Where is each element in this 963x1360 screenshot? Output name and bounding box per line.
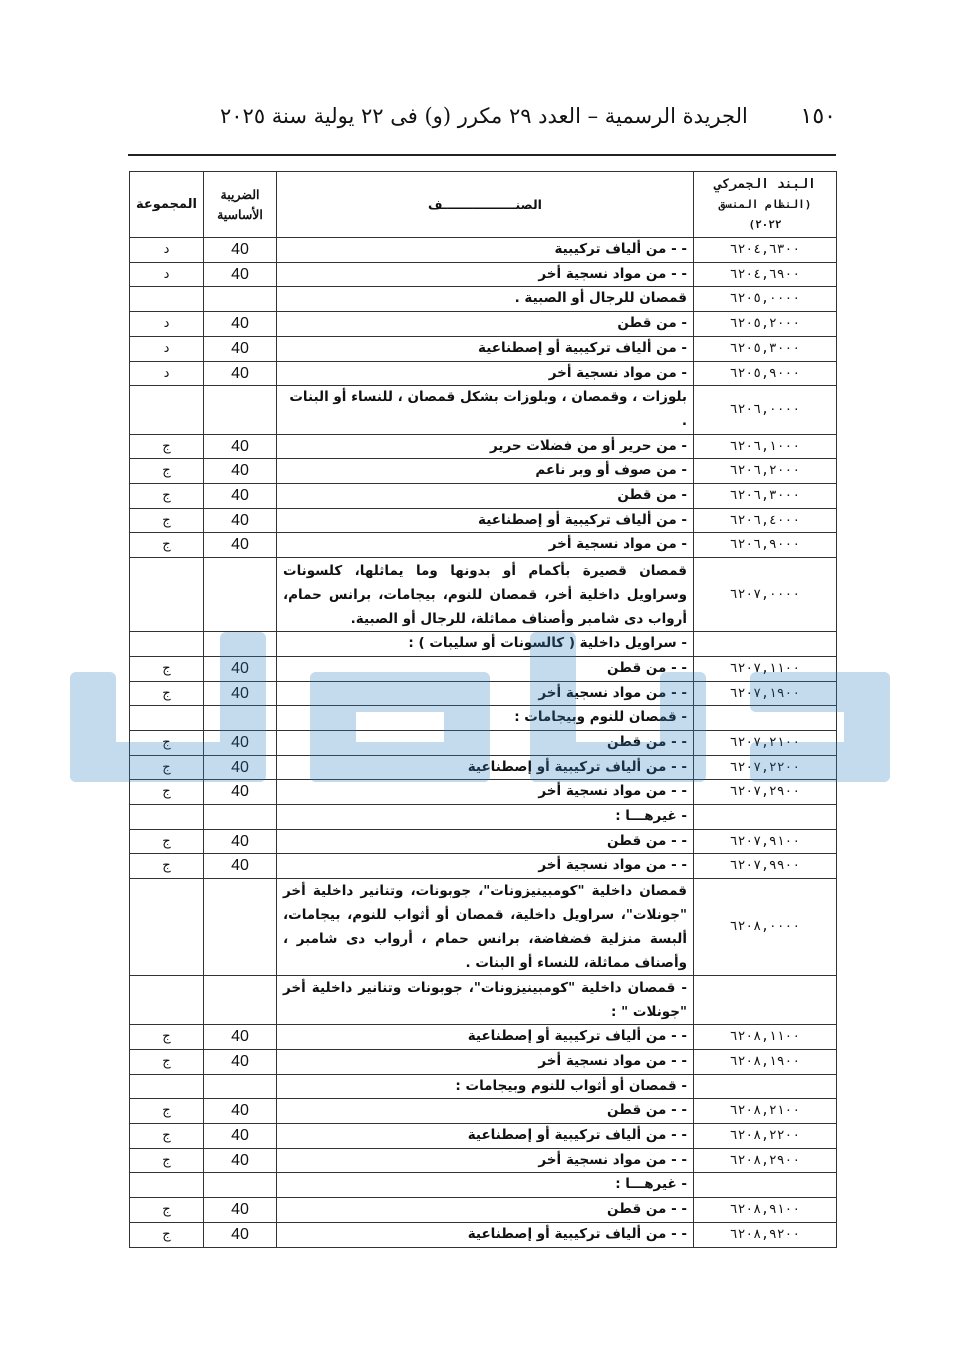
table-row <box>130 854 837 879</box>
duty-group: د <box>130 312 204 337</box>
tariff-code: ٦٢٠٧,٩٩٠٠ <box>694 854 837 879</box>
duty-group: ج <box>130 508 204 533</box>
table-row <box>130 976 837 1025</box>
item-description: قمصان قصيرة بأكمام أو بدونها وما يماثلها، كلسونات وسراويل داخلية أخر، قمصان للنوم، بيجامات، برانس حمام، أرواب دى شامبر وأصناف مماثلة، للرجال أو الصبية. <box>277 558 694 632</box>
header-code <box>694 172 837 238</box>
duty-group: ج <box>130 854 204 879</box>
table-row <box>130 1148 837 1173</box>
tariff-table <box>129 171 837 1248</box>
base-duty <box>204 706 277 731</box>
table-row <box>130 1099 837 1124</box>
table-row <box>130 1074 837 1099</box>
duty-group <box>130 805 204 830</box>
base-duty: 40 <box>204 1049 277 1074</box>
item-description: - قمصان للنوم وبيجامات : <box>277 706 694 731</box>
duty-group: ج <box>130 681 204 706</box>
tariff-code <box>694 805 837 830</box>
duty-group: ج <box>130 1148 204 1173</box>
item-description: - من قطن <box>277 312 694 337</box>
item-description: - - من مواد نسجية أخر <box>277 1148 694 1173</box>
tariff-code: ٦٢٠٨,٩٢٠٠ <box>694 1222 837 1247</box>
tariff-code: ٦٢٠٦,٤٠٠٠ <box>694 508 837 533</box>
base-duty <box>204 632 277 657</box>
item-description: - من صوف أو وبر ناعم <box>277 459 694 484</box>
base-duty: 40 <box>204 238 277 263</box>
tariff-code: ٦٢٠٥,٠٠٠٠ <box>694 287 837 312</box>
base-duty: 40 <box>204 533 277 558</box>
tariff-code: ٦٢٠٦,٩٠٠٠ <box>694 533 837 558</box>
header-rule <box>128 154 836 156</box>
tariff-code: ٦٢٠٧,١١٠٠ <box>694 656 837 681</box>
table-row <box>130 780 837 805</box>
item-description: - - من ألياف تركيبية أو إصطناعية <box>277 1025 694 1050</box>
table-row <box>130 681 837 706</box>
table-row <box>130 1049 837 1074</box>
duty-group <box>130 879 204 976</box>
table-row <box>130 1173 837 1198</box>
tariff-code: ٦٢٠٤,٦٩٠٠ <box>694 262 837 287</box>
duty-group <box>130 632 204 657</box>
item-description: - من حرير أو من فضلات حرير <box>277 434 694 459</box>
table-row <box>130 632 837 657</box>
duty-group: ج <box>130 1049 204 1074</box>
duty-group: ج <box>130 1025 204 1050</box>
tariff-code: ٦٢٠٧,٩١٠٠ <box>694 829 837 854</box>
tariff-code: ٦٢٠٦,١٠٠٠ <box>694 434 837 459</box>
duty-group: ج <box>130 459 204 484</box>
tariff-code <box>694 1074 837 1099</box>
table-row <box>130 287 837 312</box>
base-duty <box>204 1074 277 1099</box>
item-description: - - من ألياف تركيبية أو إصطناعية <box>277 1222 694 1247</box>
item-description: - من قطن <box>277 484 694 509</box>
duty-group: ج <box>130 484 204 509</box>
base-duty: 40 <box>204 1198 277 1223</box>
duty-group: د <box>130 262 204 287</box>
tariff-code: ٦٢٠٦,٠٠٠٠ <box>694 386 837 434</box>
table-row <box>130 312 837 337</box>
duty-group: ج <box>130 755 204 780</box>
duty-group: د <box>130 336 204 361</box>
gazette-title: الجريدة الرسمية – العدد ٢٩ مكرر (و) فى ٢٢ يولية سنة ٢٠٢٥ <box>220 104 748 128</box>
duty-group: ج <box>130 780 204 805</box>
base-duty: 40 <box>204 730 277 755</box>
base-duty <box>204 976 277 1025</box>
duty-group: ج <box>130 1222 204 1247</box>
base-duty: 40 <box>204 434 277 459</box>
item-description: - غيرهـــا : <box>277 805 694 830</box>
item-description: - غيرهـــا : <box>277 1173 694 1198</box>
item-description: - - من قطن <box>277 1198 694 1223</box>
item-description: قمصان للرجال أو الصبية . <box>277 287 694 312</box>
base-duty: 40 <box>204 656 277 681</box>
tariff-code: ٦٢٠٧,٢١٠٠ <box>694 730 837 755</box>
tariff-code <box>694 1173 837 1198</box>
duty-group <box>130 976 204 1025</box>
table-row <box>130 1025 837 1050</box>
table-row <box>130 336 837 361</box>
table-row <box>130 434 837 459</box>
table-body <box>130 238 837 1248</box>
duty-group: ج <box>130 1198 204 1223</box>
duty-group <box>130 558 204 632</box>
tariff-code: ٦٢٠٨,٩١٠٠ <box>694 1198 837 1223</box>
base-duty <box>204 558 277 632</box>
tariff-code: ٦٢٠٨,١١٠٠ <box>694 1025 837 1050</box>
table-row <box>130 1222 837 1247</box>
duty-group: د <box>130 238 204 263</box>
table-row <box>130 805 837 830</box>
tariff-code: ٦٢٠٨,٢٢٠٠ <box>694 1123 837 1148</box>
tariff-code: ٦٢٠٥,٢٠٠٠ <box>694 312 837 337</box>
item-description: - من مواد نسجية أخر <box>277 533 694 558</box>
duty-group: ج <box>130 533 204 558</box>
base-duty: 40 <box>204 1222 277 1247</box>
duty-group: د <box>130 361 204 386</box>
item-description: - قمصان أو أثواب للنوم وبيجامات : <box>277 1074 694 1099</box>
tariff-code: ٦٢٠٥,٩٠٠٠ <box>694 361 837 386</box>
tariff-code <box>694 976 837 1025</box>
table-row <box>130 484 837 509</box>
base-duty <box>204 805 277 830</box>
tariff-code <box>694 706 837 731</box>
duty-group <box>130 386 204 434</box>
base-duty <box>204 386 277 434</box>
table-header-row <box>130 172 837 238</box>
header-duty-line1: الضريبة <box>220 187 260 202</box>
base-duty: 40 <box>204 508 277 533</box>
tariff-code: ٦٢٠٧,٠٠٠٠ <box>694 558 837 632</box>
table-row <box>130 262 837 287</box>
duty-group: ج <box>130 730 204 755</box>
item-description: - - من قطن <box>277 829 694 854</box>
item-description: - - من مواد نسجية أخر <box>277 780 694 805</box>
base-duty: 40 <box>204 1148 277 1173</box>
item-description: - - من قطن <box>277 730 694 755</box>
page-header <box>128 104 836 140</box>
base-duty: 40 <box>204 1025 277 1050</box>
tariff-code: ٦٢٠٨,١٩٠٠ <box>694 1049 837 1074</box>
tariff-code: ٦٢٠٦,٣٠٠٠ <box>694 484 837 509</box>
tariff-code: ٦٢٠٨,٢١٠٠ <box>694 1099 837 1124</box>
header-group: المجموعة <box>130 172 204 238</box>
tariff-code <box>694 632 837 657</box>
item-description: - - من مواد نسجية أخر <box>277 681 694 706</box>
item-description: - - من قطن <box>277 656 694 681</box>
tariff-code: ٦٢٠٨,٠٠٠٠ <box>694 879 837 976</box>
base-duty: 40 <box>204 755 277 780</box>
item-description: - سراويل داخلية ( كالسونات أو سليبات ) : <box>277 632 694 657</box>
duty-group: ج <box>130 829 204 854</box>
base-duty <box>204 1173 277 1198</box>
base-duty: 40 <box>204 1099 277 1124</box>
base-duty: 40 <box>204 262 277 287</box>
table-row <box>130 1123 837 1148</box>
base-duty: 40 <box>204 484 277 509</box>
item-description: - - من مواد نسجية أخر <box>277 854 694 879</box>
base-duty: 40 <box>204 361 277 386</box>
table-row <box>130 829 837 854</box>
table-row <box>130 755 837 780</box>
item-description: - - من قطن <box>277 1099 694 1124</box>
header-code-label: البند الجمركي <box>714 176 816 192</box>
item-description: - من مواد نسجية أخر <box>277 361 694 386</box>
tariff-code: ٦٢٠٧,٢٩٠٠ <box>694 780 837 805</box>
base-duty: 40 <box>204 681 277 706</box>
duty-group <box>130 706 204 731</box>
duty-group: ج <box>130 1123 204 1148</box>
item-description: - - من مواد نسجية أخر <box>277 1049 694 1074</box>
item-description: قمصان داخلية "كومبينيزونات"، جوبونات، وتنانير داخلية أخر "جونلات"، سراويل داخلية، قمصان أو أثواب للنوم، بيجامات، ألبسة منزلية فضفاضة، برانس حمام ، أرواب دى شامبر ، وأصناف مماثلة، للنساء أو البنات . <box>277 879 694 976</box>
table-row <box>130 656 837 681</box>
header-description: الصنـــــــــــــــــف <box>277 172 694 238</box>
item-description: - قمصان داخلية "كومبينيزونات"، جوبونات وتنانير داخلية أخر "جونلات " : <box>277 976 694 1025</box>
base-duty: 40 <box>204 780 277 805</box>
base-duty: 40 <box>204 829 277 854</box>
tariff-code: ٦٢٠٨,٢٩٠٠ <box>694 1148 837 1173</box>
table-row <box>130 730 837 755</box>
duty-group: ج <box>130 434 204 459</box>
base-duty: 40 <box>204 1123 277 1148</box>
item-description: بلوزات ، وقمصان ، وبلوزات بشكل قمصان ، للنساء أو البنات . <box>277 386 694 434</box>
base-duty <box>204 879 277 976</box>
tariff-code: ٦٢٠٥,٣٠٠٠ <box>694 336 837 361</box>
base-duty <box>204 287 277 312</box>
item-description: - - من ألياف تركيبية أو إصطناعية <box>277 1123 694 1148</box>
duty-group <box>130 1173 204 1198</box>
duty-group <box>130 287 204 312</box>
item-description: - من ألياف تركيبية أو إصطناعية <box>277 508 694 533</box>
tariff-code: ٦٢٠٧,٢٢٠٠ <box>694 755 837 780</box>
base-duty: 40 <box>204 459 277 484</box>
table-row <box>130 361 837 386</box>
duty-group: ج <box>130 656 204 681</box>
base-duty: 40 <box>204 336 277 361</box>
duty-group <box>130 1074 204 1099</box>
table-row <box>130 533 837 558</box>
base-duty: 40 <box>204 854 277 879</box>
table-row <box>130 508 837 533</box>
page-number: ١٥٠ <box>800 104 836 129</box>
table-row <box>130 1198 837 1223</box>
table-row <box>130 558 837 632</box>
table-row <box>130 238 837 263</box>
table-row <box>130 459 837 484</box>
item-description: - - من مواد نسجية أخر <box>277 262 694 287</box>
duty-group: ج <box>130 1099 204 1124</box>
header-duty <box>204 172 277 238</box>
table-row <box>130 706 837 731</box>
tariff-code: ٦٢٠٦,٢٠٠٠ <box>694 459 837 484</box>
tariff-code: ٦٢٠٤,٦٣٠٠ <box>694 238 837 263</box>
header-code-sub: (النظام المنسق ٢٠٢٢) <box>718 197 812 231</box>
table-row <box>130 879 837 976</box>
tariff-code: ٦٢٠٧,١٩٠٠ <box>694 681 837 706</box>
item-description: - من ألياف تركيبية أو إصطناعية <box>277 336 694 361</box>
table-row <box>130 386 837 434</box>
item-description: - - من ألياف تركيبية أو إصطناعية <box>277 755 694 780</box>
base-duty: 40 <box>204 312 277 337</box>
item-description: - - من ألياف تركيبية <box>277 238 694 263</box>
header-duty-line2: الأساسية <box>217 207 263 222</box>
